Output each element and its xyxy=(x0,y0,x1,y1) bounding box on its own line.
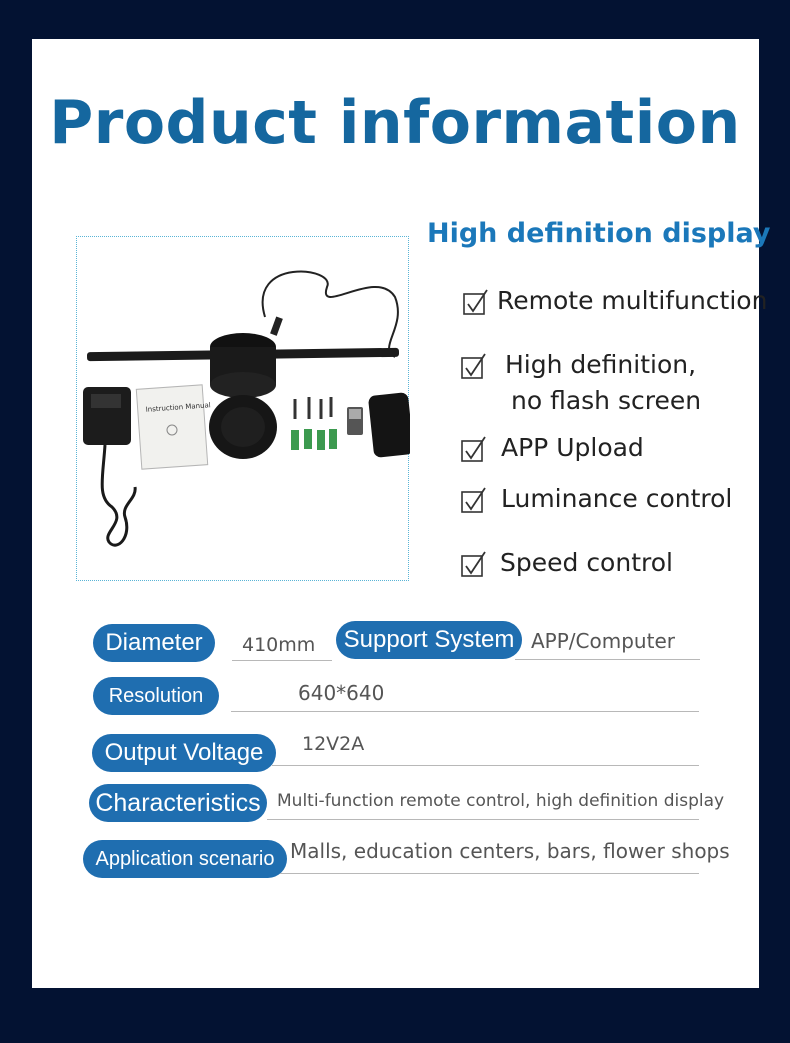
spec-label: Resolution xyxy=(93,677,219,715)
feature-item: Remote multifunction xyxy=(497,286,768,315)
feature-item: Speed control xyxy=(500,548,673,577)
spec-label: Output Voltage xyxy=(92,734,276,772)
spec-underline xyxy=(231,711,699,712)
feature-item: Luminance control xyxy=(501,484,733,513)
spec-label: Diameter xyxy=(93,624,215,662)
spec-value: Malls, education centers, bars, flower shops xyxy=(290,839,730,863)
spec-underline xyxy=(267,819,699,820)
features-heading: High definition display xyxy=(427,218,771,249)
checkbox-icon xyxy=(463,289,489,315)
feature-item: High definition, xyxy=(505,350,697,379)
page-title: Product information xyxy=(49,88,741,158)
spec-value: 640*640 xyxy=(298,681,385,705)
spec-label: Application scenario xyxy=(83,840,287,878)
manual-label: Instruction Manual xyxy=(145,401,211,414)
spec-label: Support System xyxy=(336,621,522,659)
spec-underline xyxy=(515,659,700,660)
spec-value: 12V2A xyxy=(302,733,365,755)
feature-item: APP Upload xyxy=(501,433,644,462)
spec-label: Characteristics xyxy=(89,784,267,822)
checkbox-icon xyxy=(461,551,487,577)
feature-item: no flash screen xyxy=(511,386,702,415)
spec-underline xyxy=(232,660,332,661)
spec-underline xyxy=(272,765,699,766)
checkbox-icon xyxy=(461,353,487,379)
spec-underline xyxy=(280,873,699,874)
product-photo xyxy=(76,236,409,581)
spec-value: APP/Computer xyxy=(531,629,675,653)
spec-value: Multi-function remote control, high definition display xyxy=(277,791,725,811)
checkbox-icon xyxy=(461,436,487,462)
spec-value: 410mm xyxy=(242,634,316,656)
checkbox-icon xyxy=(461,487,487,513)
